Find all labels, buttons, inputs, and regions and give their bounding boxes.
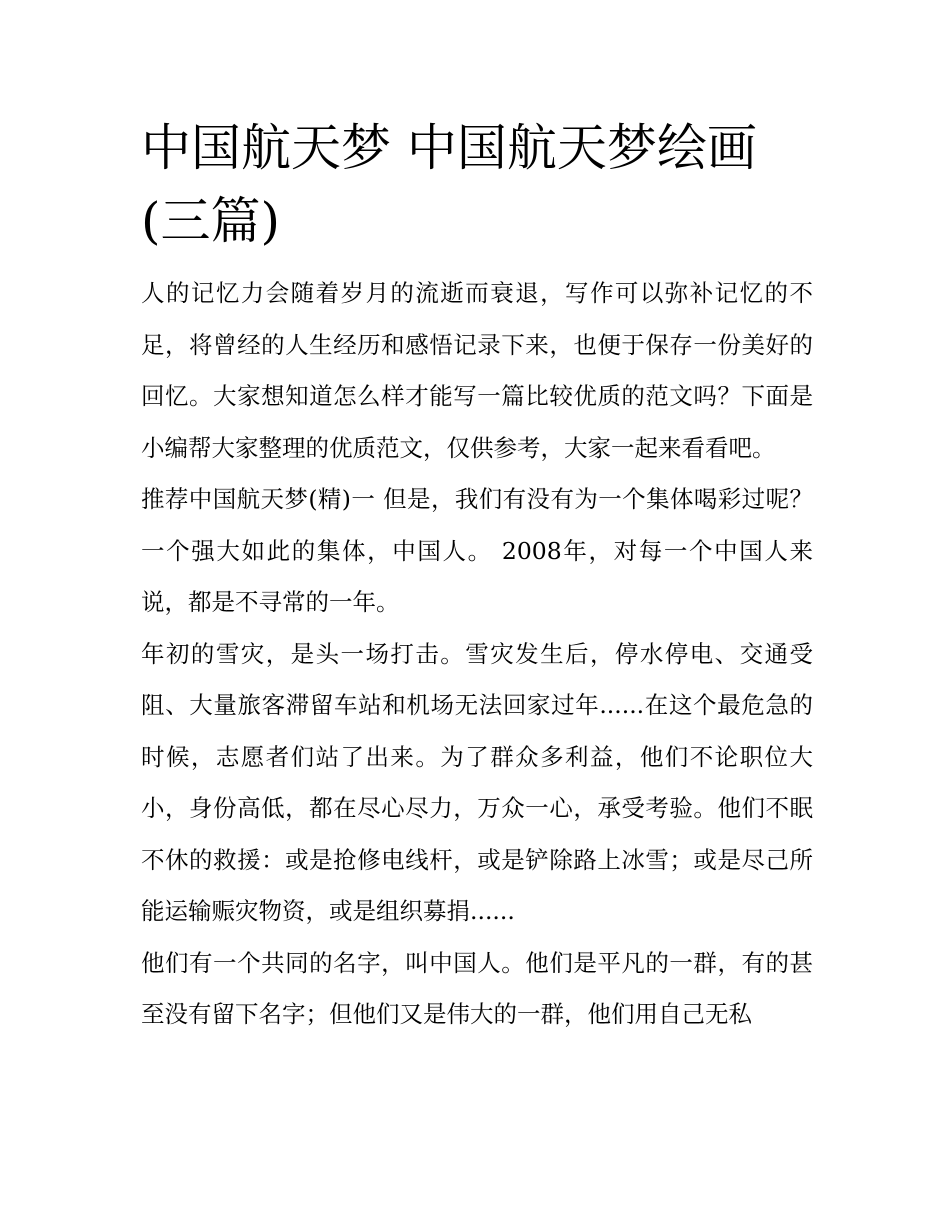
paragraph-snow-disaster: 年初的雪灾，是头一场打击。雪灾发生后，停水停电、交通受阻、大量旅客滞留车站和机场无法回家过年......在这个最危急的时候，志愿者们站了出来。为了群众多利益，他们不论职位大小，身份高低，都在尽心尽力，万众一心，承受考验。他们不眠不休的救援：或是抢修电线杆，或是铲除路上冰雪；或是尽己所能运输赈灾物资，或是组织募捐...... [141, 639, 813, 925]
document-title-line-1: 中国航天梦 中国航天梦绘画 [141, 119, 757, 177]
paragraph-intro: 人的记忆力会随着岁月的流逝而衰退，写作可以弥补记忆的不足，将曾经的人生经历和感悟记录下来，也便于保存一份美好的回忆。大家想知道怎么样才能写一篇比较优质的范文吗？下面是小编帮大家整理的优质范文，仅供参考，大家一起来看看吧。 [141, 279, 813, 462]
document-title [141, 112, 813, 258]
document-title-line-2: (三篇) [141, 192, 281, 250]
paragraph-recommend: 推荐中国航天梦(精)一 但是，我们有没有为一个集体喝彩过呢？一个强大如此的集体，中国人。 2008年，对每一个中国人来说，都是不寻常的一年。 [141, 485, 813, 616]
document-body [141, 268, 813, 1041]
paragraph-chinese-people: 他们有一个共同的名字，叫中国人。他们是平凡的一群，有的甚至没有留下名字；但他们又是伟大的一群，他们用自己无私 [141, 948, 813, 1028]
document-content [141, 112, 813, 1041]
